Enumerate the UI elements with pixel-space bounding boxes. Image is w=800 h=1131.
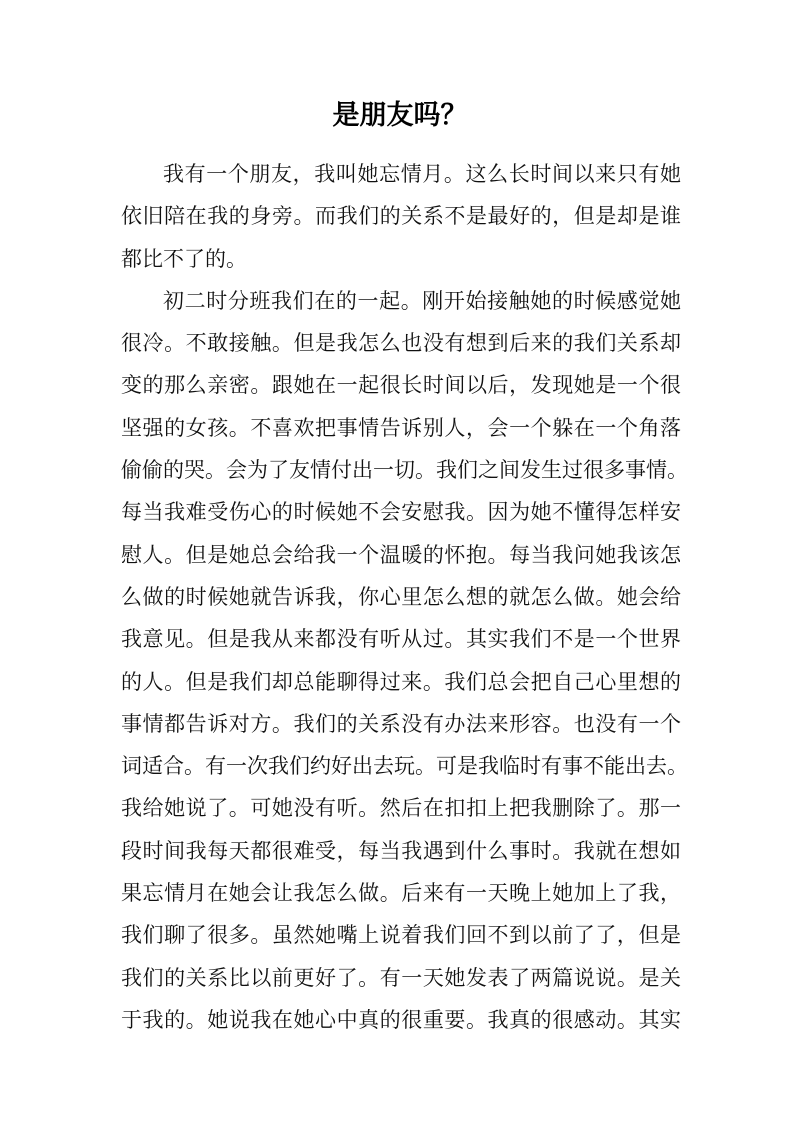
paragraph-line: 我给她说了。可她没有听。然后在扣扣上把我删除了。那一: [121, 796, 681, 821]
paragraph-line: 段时间我每天都很难受，每当我遇到什么事时。我就在想如: [121, 838, 681, 863]
paragraph-line: 每当我难受伤心的时候她不会安慰我。因为她不懂得怎样安: [121, 500, 681, 525]
paragraph-line: 词适合。有一次我们约好出去玩。可是我临时有事不能出去。: [121, 754, 688, 779]
paragraph-line: 初二时分班我们在的一起。刚开始接触她的时候感觉她: [163, 288, 681, 313]
paragraph-line: 依旧陪在我的身旁。而我们的关系不是最好的，但是却是谁: [121, 204, 681, 229]
paragraph-line: 我有一个朋友，我叫她忘情月。这么长时间以来只有她: [163, 162, 681, 186]
paragraph-line: 果忘情月在她会让我怎么做。后来有一天晚上她加上了我，: [121, 881, 681, 906]
paragraph-line: 都比不了的。: [121, 246, 247, 271]
paragraph-line: 于我的。她说我在她心中真的很重要。我真的很感动。其实: [121, 1007, 681, 1032]
paragraph-line: 慰人。但是她总会给我一个温暖的怀抱。每当我问她我该怎: [121, 542, 681, 567]
paragraph-line: 我们聊了很多。虽然她嘴上说着我们回不到以前了了，但是: [121, 923, 681, 948]
paragraph-line: 坚强的女孩。不喜欢把事情告诉别人，会一个躲在一个角落: [121, 415, 681, 440]
paragraph-2: [121, 280, 688, 1041]
paragraph-line: 我们的关系比以前更好了。有一天她发表了两篇说说。是关: [121, 965, 681, 990]
paragraph-line: 偷偷的哭。会为了友情付出一切。我们之间发生过很多事情。: [121, 458, 688, 483]
paragraph-line: 么做的时候她就告诉我，你心里怎么想的就怎么做。她会给: [121, 584, 681, 609]
paragraph-line: 变的那么亲密。跟她在一起很长时间以后，发现她是一个很: [121, 373, 681, 398]
document-body: [121, 153, 688, 1041]
document-title: 是朋友吗？: [332, 100, 468, 131]
paragraph-line: 我意见。但是我从来都没有听从过。其实我们不是一个世界: [121, 627, 681, 652]
paragraph-line: 很冷。不敢接触。但是我怎么也没有想到后来的我们关系却: [121, 331, 681, 356]
paragraph-1: [121, 153, 681, 280]
paragraph-line: 事情都告诉对方。我们的关系没有办法来形容。也没有一个: [121, 711, 681, 736]
paragraph-line: 的人。但是我们却总能聊得过来。我们总会把自己心里想的: [121, 669, 681, 694]
